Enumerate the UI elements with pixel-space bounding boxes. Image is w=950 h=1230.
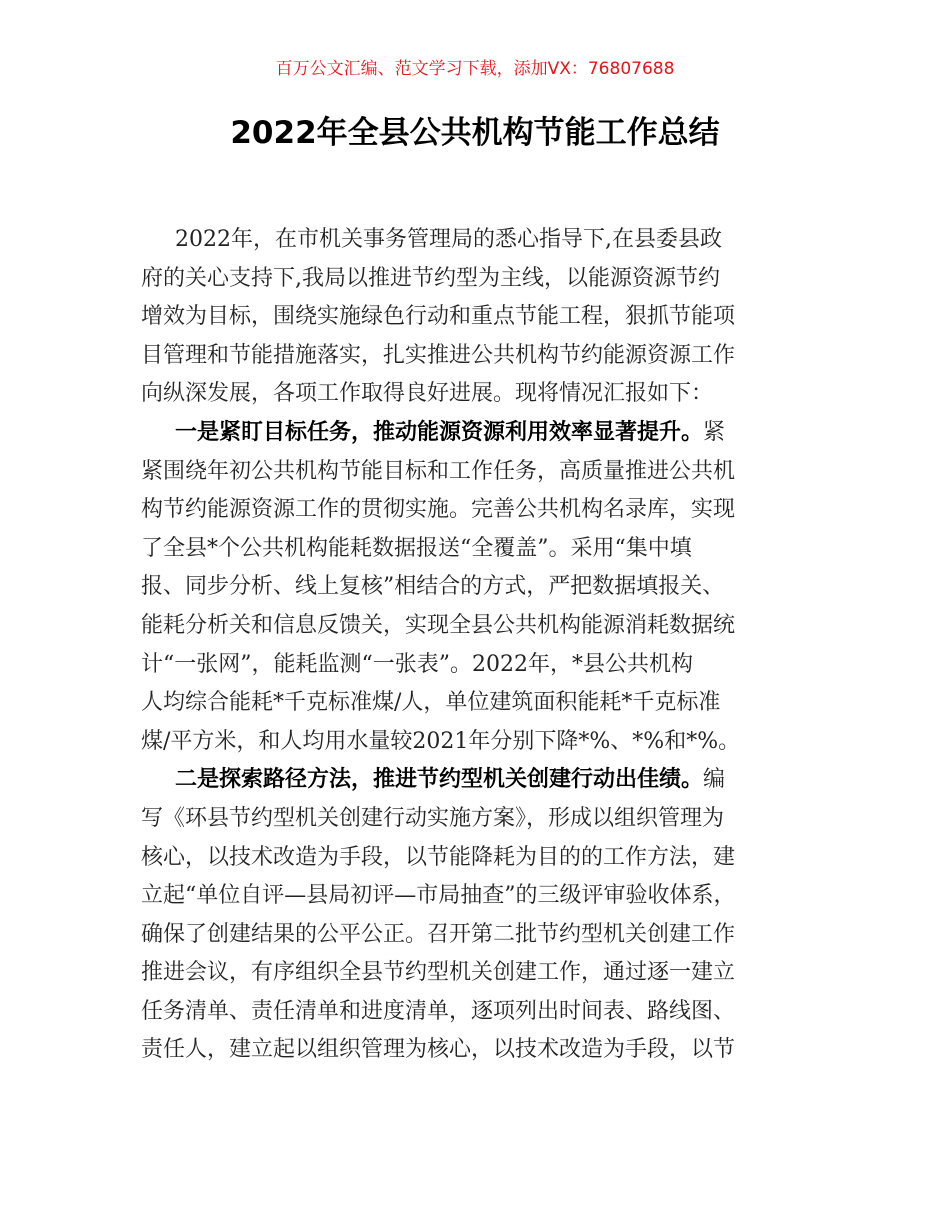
paragraph-3-line-8: 责任人，建立起以组织管理为核心，以技术改造为手段，以节 — [141, 1037, 736, 1063]
paragraph-2-line-8: 人均综合能耗*千克标准煤/人，单位建筑面积能耗*千克标准 — [141, 690, 721, 716]
paragraph-2-line-5: 报、同步分析、线上复核”相结合的方式，严把数据填报关、 — [141, 574, 725, 600]
paragraph-2-line-6: 能耗分析关和信息反馈关，实现全县公共机构能源消耗数据统 — [141, 612, 736, 638]
paragraph-2-line-4: 了全县*个公共机构能耗数据报送“全覆盖”。采用“集中填 — [141, 535, 692, 561]
paragraph-3-line-6: 推进会议，有序组织全县节约型机关创建工作，通过逐一建立 — [141, 960, 736, 986]
paragraph-3-first-line-rest: 编 — [703, 767, 726, 793]
paragraph-2-line-2: 紧围绕年初公共机构节能目标和工作任务，高质量推进公共机 — [141, 458, 736, 484]
paragraph-1-line-2: 府的关心支持下,我局以推进节约型为主线，以能源资源节约 — [141, 265, 720, 291]
paragraph-3-line-3: 核心，以技术改造为手段，以节能降耗为目的的工作方法，建 — [141, 844, 736, 870]
paragraph-3-line-5: 确保了创建结果的公平公正。召开第二批节约型机关创建工作 — [141, 921, 736, 947]
page-title: 2022年全县公共机构节能工作总结 — [230, 115, 720, 151]
paragraph-2-line-9: 煤/平方米，和人均用水量较2021年分别下降*%、*%和*%。 — [141, 728, 741, 754]
download-notice: 百万公文汇编、范文学习下载，添加VX：76807688 — [275, 59, 675, 79]
paragraph-1-line-1: 2022年，在市机关事务管理局的悉心指导下,在县委县政 — [175, 227, 722, 252]
paragraph-2-first-line-rest: 紧 — [703, 419, 726, 445]
paragraph-2-line-7: 计“一张网”，能耗监测“一张表”。2022年，*县公共机构 — [141, 651, 693, 677]
paragraph-2-lead: 一是紧盯目标任务，推动能源资源利用效率显著提升。 — [175, 419, 704, 445]
paragraph-3-line-1 — [141, 761, 826, 800]
paragraph-3-line-7: 任务清单、责任清单和进度清单，逐项列出时间表、路线图、 — [141, 998, 736, 1024]
paragraph-2-line-1 — [141, 414, 826, 453]
paragraph-1-line-5: 向纵深发展，各项工作取得良好进展。现将情况汇报如下： — [141, 381, 714, 407]
paragraph-1-line-4: 目管理和节能措施落实，扎实推进公共机构节约能源资源工作 — [141, 342, 736, 368]
paragraph-3-line-2: 写《环县节约型机关创建行动实施方案》，形成以组织管理为 — [141, 805, 725, 831]
paragraph-2-line-3: 构节约能源资源工作的贯彻实施。完善公共机构名录库，实现 — [141, 497, 736, 523]
paragraph-3-line-4: 立起“单位自评—县局初评—市局抽查”的三级评审验收体系， — [141, 883, 736, 909]
document-body — [141, 221, 826, 1070]
paragraph-3-lead: 二是探索路径方法，推进节约型机关创建行动出佳绩。 — [175, 767, 704, 793]
paragraph-1-line-3: 增效为目标，围绕实施绿色行动和重点节能工程，狠抓节能项 — [141, 304, 736, 330]
